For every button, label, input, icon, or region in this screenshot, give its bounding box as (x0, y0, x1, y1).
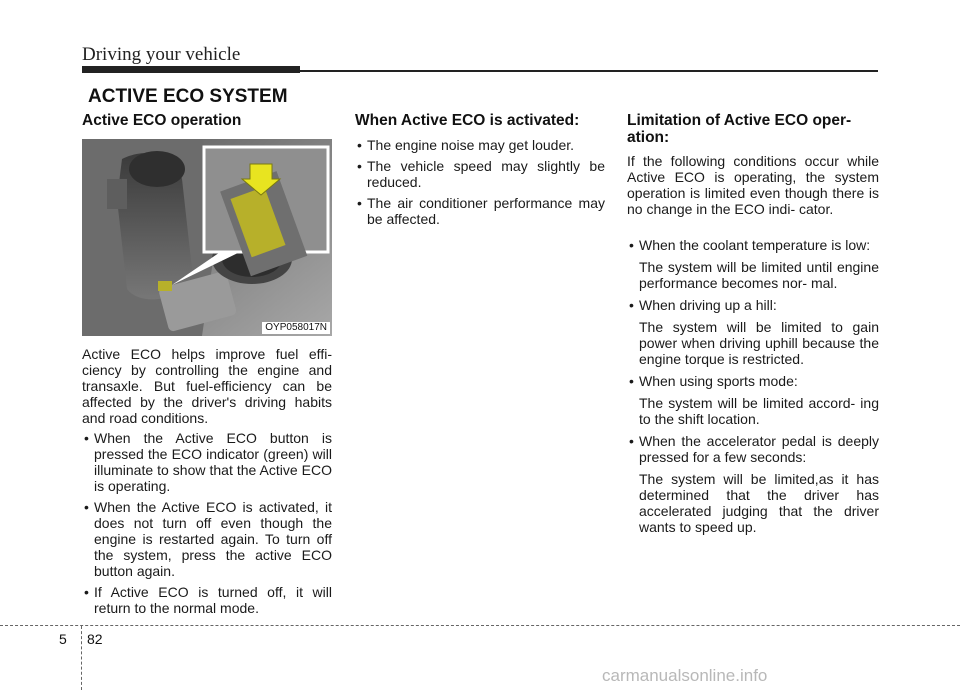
figure-code: OYP058017N (262, 322, 330, 334)
list-item: • The vehicle speed may slightly be reduced. (355, 158, 605, 190)
limitation-detail: The system will be limited accord- ing to the shift location. (639, 395, 879, 427)
footer-divider (81, 626, 82, 690)
list-item (627, 373, 879, 427)
list-item (627, 237, 879, 291)
col2-bullet-list (355, 137, 605, 227)
header-bar (82, 66, 300, 73)
list-item (627, 297, 879, 367)
limitation-heading: Limitation of Active ECO oper- ation: (627, 112, 852, 146)
col1-bullet-list (82, 430, 332, 616)
active-eco-intro: Active ECO helps improve fuel effi- ciency by controlling the engine and transaxle. But fuel-efficiency can be affected by the driver's driving habits and road conditions. (82, 346, 332, 426)
list-item: • The air conditioner performance may be affected. (355, 195, 605, 227)
watermark: carmanualsonline.info (602, 666, 768, 685)
limitation-detail: The system will be limited,as it has determined that the driver has accelerated judging that the driver wants to speed up. (639, 471, 879, 535)
limitation-detail: The system will be limited until engine performance becomes nor- mal. (639, 259, 879, 291)
list-item: • If Active ECO is turned off, it will return to the normal mode. (82, 584, 332, 616)
limitation-bullet: • When driving up a hill: (627, 297, 879, 313)
list-item: • When the Active ECO button is pressed the ECO indicator (green) will illuminate to show that the Active ECO is operating. (82, 430, 332, 494)
list-item: • The engine noise may get louder. (355, 137, 605, 153)
footer-rule (0, 625, 960, 626)
header-title: Driving your vehicle (82, 44, 241, 65)
limitation-list (627, 237, 879, 535)
chapter-number: 5 (59, 631, 67, 647)
page-number: 82 (87, 631, 103, 647)
limitation-detail: The system will be limited to gain power when driving uphill because the engine torque is restricted. (639, 319, 879, 367)
section-title: ACTIVE ECO SYSTEM (88, 86, 288, 107)
limitation-bullet: • When the accelerator pedal is deeply pressed for a few seconds: (627, 433, 879, 465)
header-rule (300, 70, 878, 72)
limitation-intro: If the following conditions occur while Active ECO is operating, the system operation is limited even though there is no change in the ECO indi- cator. (627, 153, 879, 217)
limitation-bullet: • When using sports mode: (627, 373, 879, 389)
eco-button-illustration (82, 139, 332, 336)
list-item: • When the Active ECO is activated, it does not turn off even though the engine is restarted again. To turn off the system, press the active ECO button again. (82, 499, 332, 579)
when-activated-heading: When Active ECO is activated: (355, 112, 580, 129)
limitation-bullet: • When the coolant temperature is low: (627, 237, 879, 253)
list-item (627, 433, 879, 535)
active-eco-operation-heading: Active ECO operation (82, 112, 242, 129)
shifter-figure (82, 139, 332, 336)
